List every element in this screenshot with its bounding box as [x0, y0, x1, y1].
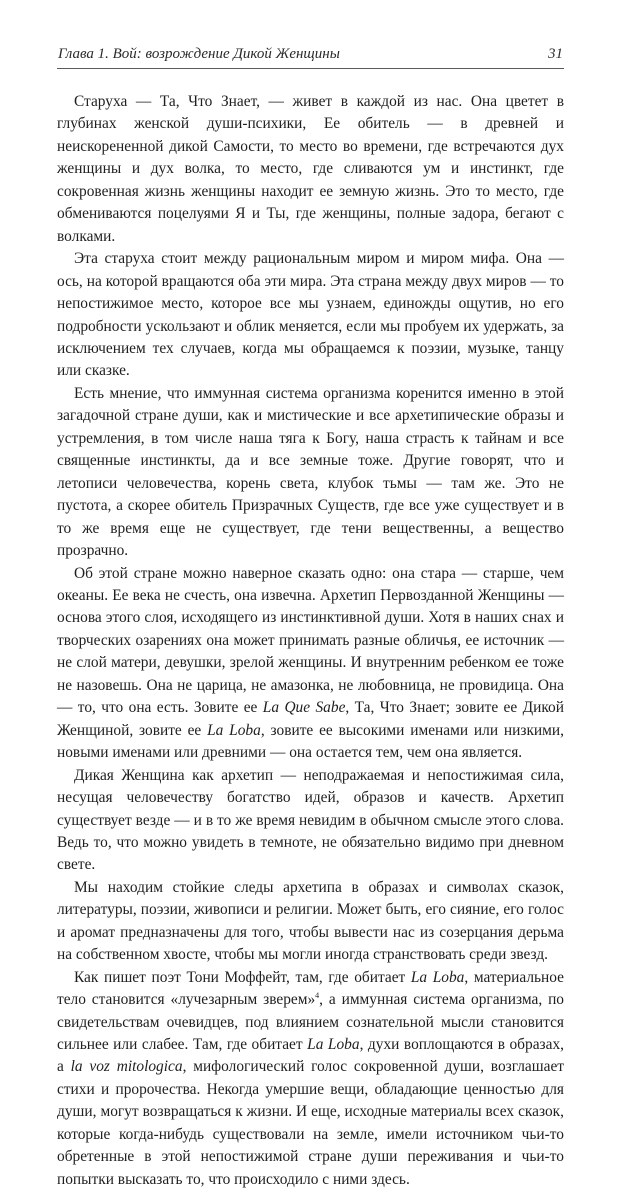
- text-run: , Та, Что Знает; зовите ее Дикой Женщиной, зовите ее: [57, 699, 564, 739]
- paragraph: [57, 967, 564, 1191]
- chapter-title: Глава 1. Вой: возрождение Дикой Женщины: [58, 46, 340, 62]
- italic-term: La Loba: [307, 1036, 360, 1054]
- page-number: 31: [548, 46, 563, 62]
- text-run: Эта старуха стоит между рациональным миром и миром мифа. Она — ось, на которой вращаются оба эти мира. Эта страна между двух миров — то непостижимое место, которое все мы узнаем, единожды ощутив, но его подробности ускользают и облик меняется, если мы пробуем их удержать, за исключением тех случаев, когда мы обращаемся к поэзии, музыке, танцу или сказке.: [57, 250, 564, 380]
- paragraph: [57, 563, 564, 765]
- paragraph: [57, 91, 564, 248]
- paragraph: [57, 248, 564, 383]
- book-page: [57, 44, 564, 1191]
- paragraph: [57, 383, 564, 563]
- text-run: Дикая Женщина как архетип — неподражаемая и непостижимая сила, несущая человечеству богатство идей, образов и качеств. Архетип существует везде — и в то же время невидим в обычном смысле этого слова. Ведь то, что можно увидеть в темноте, не обязательно видимо при дневном свете.: [57, 766, 564, 874]
- paragraph: [57, 765, 564, 877]
- text-run: , духи воплощаются в образах, а: [57, 1036, 564, 1076]
- text-run: , мифологический голос сокровенной души, возглашает стихи и пророчества. Некогда умершие вещи, обладающие ценностью для души, могут возвращаться к жизни. И еще, исходные материалы всех сказок, которые когда-нибудь существовали на земле, имели источником чьи-то обретенные в этой непостижимой стране души переживания и чьи-то попытки высказать то, что происходило с ними здесь.: [57, 1058, 565, 1188]
- text-run: Мы находим стойкие следы архетипа в образах и символах сказок, литературы, поэзии, живописи и религии. Может быть, его сияние, его голос и аромат предназначены для того, чтобы вывести нас из созерцания дерьма на собственном хвосте, чтобы мы могли иногда странствовать среди звезд.: [57, 878, 564, 964]
- running-header: [57, 44, 564, 69]
- text-run: , зовите ее высокими именами или низкими, новыми именами или древними — она остается тем, чем она является.: [57, 721, 564, 762]
- body-text: [57, 91, 564, 1191]
- italic-term: La Loba: [207, 721, 261, 739]
- italic-term: la voz mitologica: [70, 1058, 183, 1076]
- text-run: Старуха — Та, Что Знает, — живет в каждой из нас. Она цветет в глубинах женской души-психики, Ее обитель — в древней и неискорененной дикой Самости, то место во времени, где встречаются дух женщины и дух волка, то место, где сливаются ум и инстинкт, где сокровенная жизнь женщины находит ее земную жизнь. Это то место, где обмениваются поцелуями Я и Ты, где женщины, полные задора, бегают с волками.: [57, 93, 564, 245]
- italic-term: La Que Sabe: [262, 699, 346, 717]
- footnote-marker: 4: [315, 991, 320, 1000]
- text-run: Есть мнение, что иммунная система организма коренится именно в этой загадочной стране души, как и мистические и все архетипические образы и устремления, в том числе наша тяга к Богу, наша страсть к тайнам и все священные инстинкты, да и все земные тоже. Другие говорят, что и летописи человечества, корень света, клубок тьмы — там же. Это не пустота, а скорее обитель Призрачных Существ, где все уже существует и в то же время еще не существует, где тени вещественны, а вещество прозрачно.: [57, 384, 564, 560]
- italic-term: La Loba: [410, 968, 465, 986]
- text-run: , а иммунная система организма, по свидетельствам очевидцев, под влиянием сознательной мысли становится сильнее или слабее. Там, где обитает: [57, 991, 564, 1054]
- text-run: Об этой стране можно наверное сказать одно: она стара — старше, чем океаны. Ее века не счесть, она извечна. Архетип Первозданной Женщины — основа этого слоя, исходящего из инстинктивной души. Хотя в наших снах и творческих озарениях она может принимать разные обличья, ее источник — не слой матери, девушки, зрелой женщины. И внутренним ребенком ее тоже не назовешь. Она не царица, не амазонка, не любовница, не провидица. Она — то, что она есть. Зовите ее: [57, 564, 564, 717]
- text-run: Как пишет поэт Тони Моффейт, там, где обитает: [74, 968, 411, 986]
- paragraph: [57, 877, 564, 967]
- text-run: , материальное тело становится «лучезарным зверем»: [57, 968, 564, 1009]
